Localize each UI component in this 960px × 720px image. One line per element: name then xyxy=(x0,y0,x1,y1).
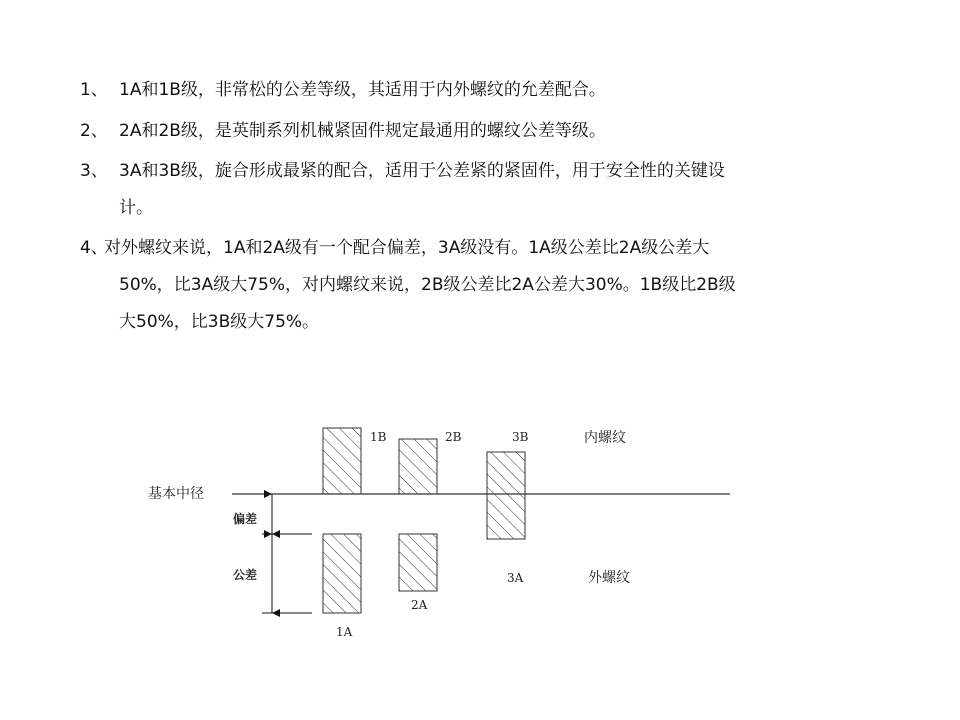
point-2-text: 2A和2B级，是英制系列机械紧固件规定最通用的螺纹公差等级。 xyxy=(119,121,606,141)
box-1a xyxy=(323,534,361,613)
internal-thread-label: 内螺纹 xyxy=(584,430,626,446)
point-1-text: 1A和1B级，非常松的公差等级，其适用于内外螺纹的允差配合。 xyxy=(119,80,606,100)
label-3a: 3A xyxy=(507,571,524,585)
external-thread-label: 外螺纹 xyxy=(588,570,630,586)
tolerance-label: 公差 xyxy=(233,568,258,582)
point-4-line-1: 对外螺纹来说，1A和2A级有一个配合偏差，3A级没有。1A级公差比2A级公差大 xyxy=(104,238,710,258)
box-2b xyxy=(399,439,437,494)
box-3a xyxy=(487,494,525,539)
box-3b xyxy=(487,452,525,494)
label-1a: 1A xyxy=(336,625,353,639)
label-2a: 2A xyxy=(411,598,428,612)
point-4-number: 4、 xyxy=(80,238,108,258)
point-3-line-2: 计。 xyxy=(119,198,153,218)
label-2b: 2B xyxy=(445,430,462,444)
label-3b: 3B xyxy=(512,430,529,444)
point-3-line-1: 3A和3B级，旋合形成最紧的配合，适用于公差紧的紧固件，用于安全性的关键设 xyxy=(119,161,725,181)
basic-diameter-label: 基本中径 xyxy=(148,486,204,502)
point-3-number: 3、 xyxy=(80,161,108,181)
box-2a xyxy=(399,534,437,591)
point-2-number: 2、 xyxy=(80,121,108,141)
label-1b: 1B xyxy=(370,430,387,444)
deviation-label: 偏差 xyxy=(233,512,258,526)
box-1b xyxy=(323,428,361,494)
point-1-number: 1、 xyxy=(80,80,108,100)
point-4-line-3: 大50%，比3B级大75%。 xyxy=(119,312,320,332)
point-4-line-2: 50%，比3A级大75%，对内螺纹来说，2B级公差比2A公差大30%。1B级比2B级 xyxy=(119,275,736,295)
